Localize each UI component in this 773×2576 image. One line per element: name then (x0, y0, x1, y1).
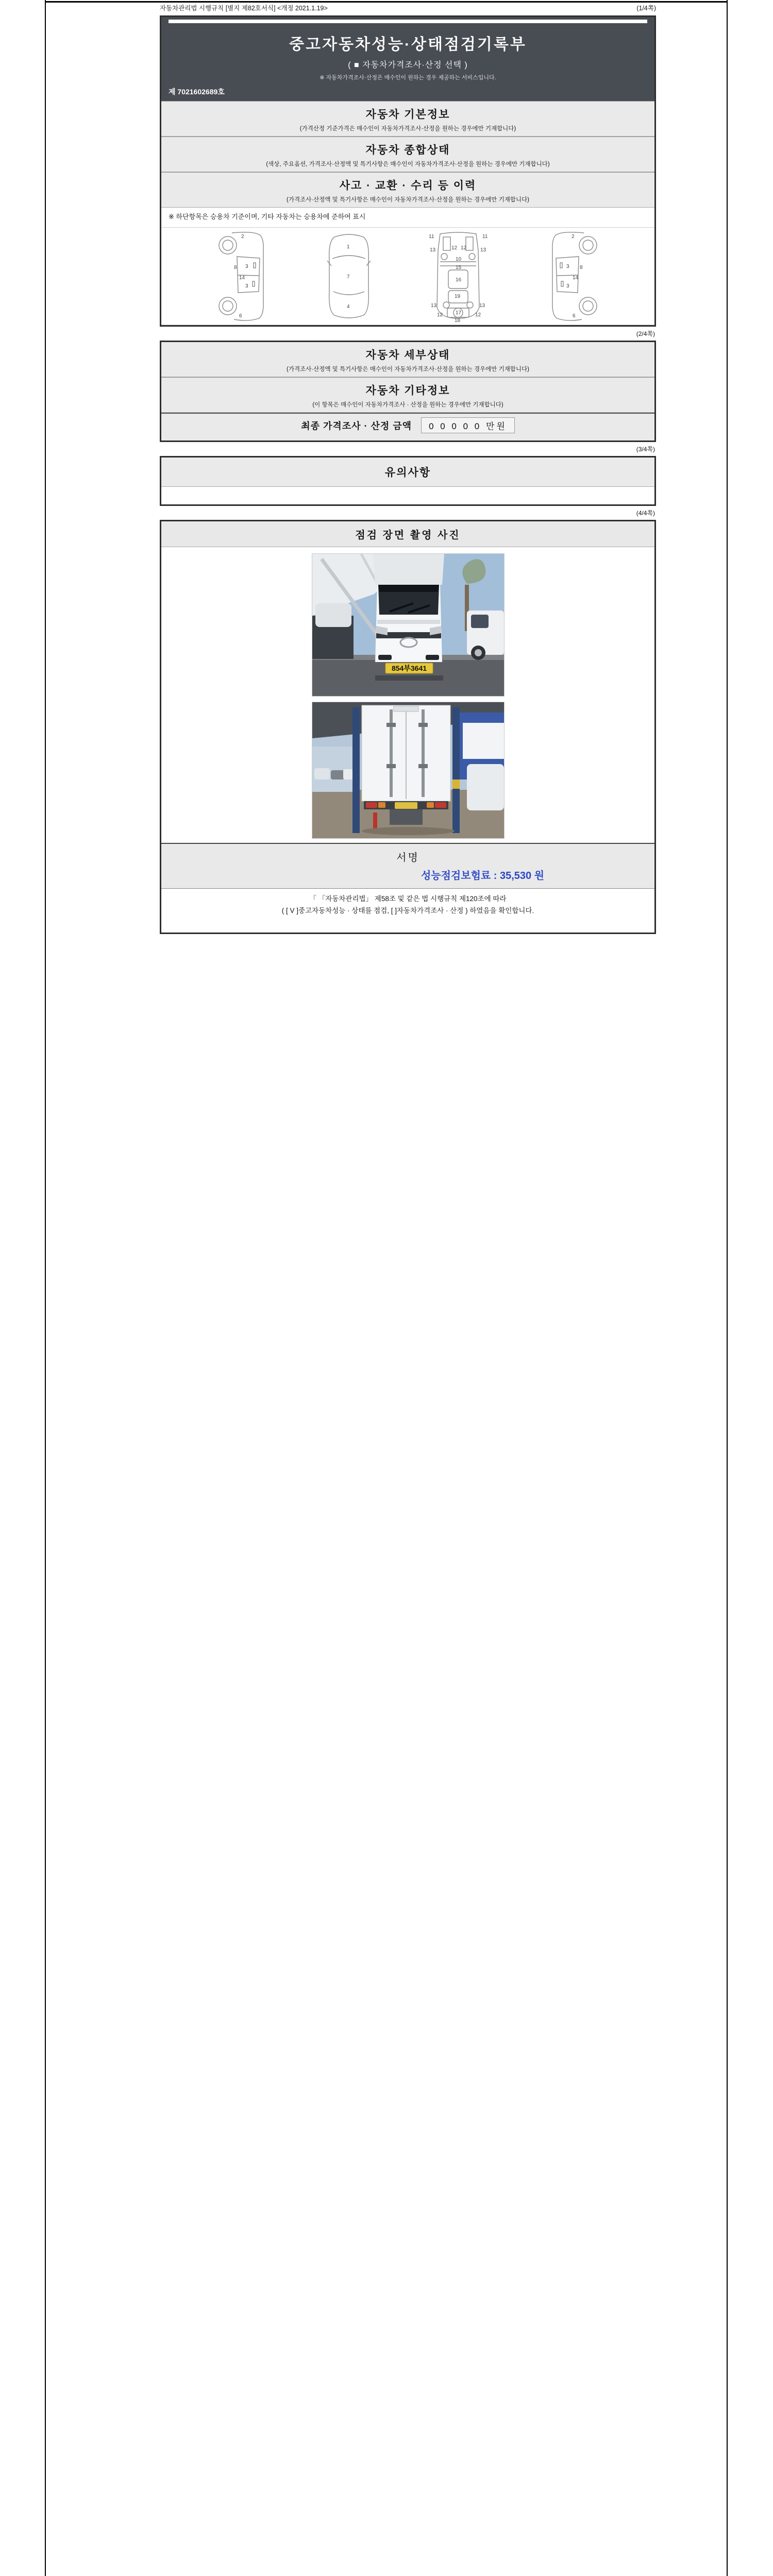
history-title: 사고 · 교환 · 수리 등 이력 (339, 180, 477, 192)
svg-text:12: 12 (461, 245, 467, 251)
detail-state-subtitle: (가격조사·산정액 및 특기사항은 매수인이 자동차가격조사·산정을 원하는 경우에만 기재합니다) (287, 366, 529, 373)
svg-text:12: 12 (451, 245, 458, 251)
title-band-stripe (169, 20, 647, 23)
car-diagram-side-left-icon (212, 230, 273, 323)
svg-text:8: 8 (580, 265, 583, 271)
notice-header (161, 457, 654, 487)
history-subtitle: (가격조사·산정액 및 특기사항은 매수인이 자동차가격조사·산정을 원하는 경우에만 기재합니다) (287, 197, 529, 203)
form-content (160, 3, 656, 936)
car-diagram-top-icon (324, 230, 374, 323)
car-diagram-strip (161, 228, 654, 325)
basic-info-subtitle: (가격산정 기준가격은 매수인이 자동차가격조사·산정을 원하는 경우에만 기재합니다) (299, 126, 516, 132)
history-legend (161, 208, 654, 228)
page4-box (160, 520, 656, 934)
confirmation-line-1: 「 「자동차관리법」 제58조 및 같은 법 시행규칙 제120조에 따라 (309, 895, 507, 903)
page-marker-1: (1/4쪽) (636, 5, 656, 12)
document-subtitle: ( ■ 자동차가격조사·산정 선택 ) (348, 61, 468, 70)
final-price-band (161, 413, 654, 440)
etc-info-title: 자동차 기타정보 (365, 385, 450, 397)
car-diagram-underbody-icon (425, 230, 492, 323)
svg-text:2: 2 (572, 234, 575, 240)
photo-section-title: 점검 장면 촬영 사진 (161, 521, 654, 547)
history-header (161, 172, 654, 208)
confirmation-line-2: ( [ V ]중고자동차성능 · 상태를 점검, [ ]자동차가격조사 · 산정 ) 하였음을 확인합니다. (281, 907, 534, 915)
svg-text:11: 11 (429, 234, 434, 240)
svg-text:13: 13 (430, 247, 436, 253)
svg-text:14: 14 (573, 275, 579, 281)
page2-box (160, 341, 656, 442)
inspection-photo-rear (312, 702, 505, 839)
history-legend-line2: ※ 하단항목은 승용차 기준이며, 기타 자동차는 승용차에 준하여 표시 (169, 213, 366, 221)
svg-text:2: 2 (241, 234, 244, 240)
page-marker-4: (4/4쪽) (636, 510, 655, 517)
svg-text:12: 12 (437, 312, 443, 318)
svg-text:13: 13 (479, 303, 485, 309)
svg-text:6: 6 (573, 313, 576, 319)
inspection-photo-front (312, 553, 505, 697)
document-number: 제 7021602689호 (169, 88, 225, 96)
notice-body (161, 487, 654, 504)
svg-text:19: 19 (455, 294, 461, 300)
svg-text:13: 13 (431, 303, 437, 309)
notice-title: 유의사항 (384, 467, 431, 479)
svg-text:854부3641: 854부3641 (391, 664, 427, 673)
page3-box (160, 456, 656, 506)
svg-text:18: 18 (455, 318, 461, 323)
overall-state-subtitle: (색상, 주요옵션, 가격조사·산정액 및 특기사항은 매수인이 자동차가격조사·산정을 원하는 경우에만 기재합니다) (266, 161, 550, 167)
svg-text:12: 12 (475, 312, 481, 318)
detail-state-title: 자동차 세부상태 (365, 349, 450, 362)
overall-state-title: 자동차 종합상태 (365, 144, 450, 156)
overall-state-header (161, 137, 654, 172)
page1-box (160, 15, 656, 327)
final-price-value: 0 0 0 0 0 만원 (421, 417, 515, 433)
document-note: ※ 자동차가격조사·산정은 매수인이 원하는 경우 제공하는 서비스입니다. (320, 75, 496, 81)
page-marker-2: (2/4쪽) (636, 330, 655, 338)
title-band (161, 17, 654, 101)
form-rule-reference: 자동차관리법 시행규칙 [별지 제82호서식] <개정 2021.1.19> (160, 5, 328, 12)
page-marker-3: (3/4쪽) (636, 446, 655, 453)
detail-state-header (161, 342, 654, 377)
svg-text:3: 3 (566, 283, 569, 290)
form-meta-row (160, 3, 656, 12)
svg-text:7: 7 (347, 274, 350, 280)
scan-page-border-top (45, 1, 728, 3)
svg-text:14: 14 (239, 275, 245, 281)
svg-text:6: 6 (239, 313, 242, 319)
svg-text:15: 15 (456, 265, 462, 271)
svg-text:1: 1 (347, 244, 350, 250)
svg-text:3: 3 (245, 264, 248, 270)
svg-text:13: 13 (480, 247, 486, 253)
inspection-insurance-fee: 성능점검보험료 : 35,530 원 (421, 870, 545, 882)
basic-info-header (161, 101, 654, 137)
svg-text:3: 3 (245, 283, 248, 290)
confirmation-statement (161, 889, 654, 933)
svg-text:17: 17 (456, 310, 462, 316)
etc-info-subtitle: (이 항목은 매수인이 자동차가격조사 · 산정을 원하는 경우에만 기재합니다) (312, 402, 503, 409)
scan-page-border-left (45, 0, 46, 2576)
signature-label: 서명 (396, 852, 419, 864)
svg-text:3: 3 (566, 264, 569, 270)
svg-text:16: 16 (456, 277, 462, 283)
svg-text:8: 8 (234, 265, 237, 271)
basic-info-title: 자동차 기본정보 (365, 109, 450, 121)
svg-text:10: 10 (456, 257, 462, 263)
photo-area (161, 547, 654, 843)
document-title: 중고자동차성능·상태점검기록부 (289, 36, 527, 53)
svg-text:4: 4 (347, 304, 350, 310)
final-price-label: 최종 가격조사 · 산정 금액 (301, 420, 412, 431)
car-diagram-side-right-icon (543, 230, 603, 323)
scan-page-border-right (727, 0, 728, 2576)
signature-band (161, 843, 654, 889)
etc-info-header (161, 377, 654, 413)
svg-text:11: 11 (482, 234, 488, 240)
